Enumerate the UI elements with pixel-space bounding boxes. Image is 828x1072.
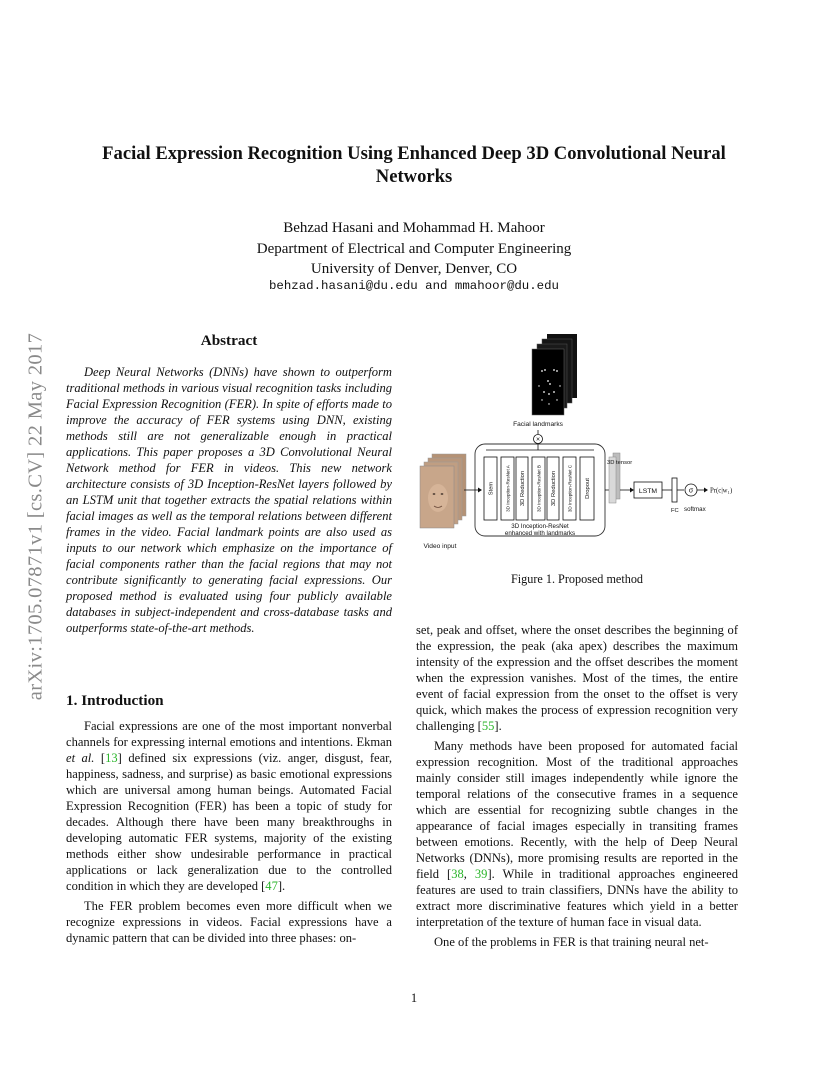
network-block-label: 3D Reduction: [520, 470, 526, 507]
citation-link[interactable]: 38: [451, 867, 464, 881]
tensor-label: 3D tensor: [607, 460, 633, 466]
paper-title: [0, 142, 828, 188]
abstract-text: Deep Neural Networks (DNNs) have shown to outperform traditional methods in various visual recognition tasks including Facial Expression Recognition (FER). In spite of efforts made to improve the accuracy of FER systems using DNN, existing methods still are not generalizable enough in practical applications. This paper proposes a 3D Convolutional Neural Network method for FER in videos. This new network architecture consists of 3D Inception-ResNet layers followed by an LSTM unit that together extracts the spatial relations within facial images as well as the temporal relations between different frames in the video. Facial landmark points are also used as inputs to our network which emphasize on the importance of facial components rather than the facial regions that may not contribute significantly to generating facial expressions. Our proposed method is evaluated using four publicly available databases in subject-independent and cross-database tasks and outperforms state-of-the-art methods.: [66, 365, 392, 635]
figure-proposed-method: [416, 326, 746, 558]
architecture-diagram: [416, 326, 746, 558]
university: University of Denver, Denver, CO: [310, 261, 518, 277]
abstract-body: [66, 364, 392, 636]
network-block-label: Dropout: [585, 478, 591, 499]
network-block-label: 3D Reduction: [551, 470, 557, 507]
intro-right-column: [416, 622, 738, 950]
network-block-label: 3D Inception-ResNet B: [536, 465, 542, 512]
title-line-1: Facial Expression Recognition Using Enhanced Deep 3D Convolutional Neural: [102, 143, 726, 164]
network-block-label: 3D Inception-ResNet C: [567, 464, 573, 513]
department: Department of Electrical and Computer Engineering: [256, 240, 572, 257]
landmark-frames: [532, 334, 577, 415]
video-input-frames: [420, 454, 466, 528]
network-block-label: 3D Inception-ResNet A: [505, 465, 511, 512]
figure-caption: Figure 1. Proposed method: [510, 572, 644, 586]
page-number: 1: [410, 991, 418, 1005]
intro-paragraph-continued: set, peak and offset, where the onset describes the beginning of the expression, the peak (aka apex) describes the maximum intensity of the expression and the offset describes the moment when the expression vanishes. Most of the times, the entire event of facial expression from the onset to the offset is very quick, which makes the process of expression recognition very challenging [55].: [416, 623, 738, 733]
intro-left-column: [66, 718, 392, 946]
landmarks-label: Facial landmarks: [513, 421, 563, 428]
fc-block: [672, 478, 677, 502]
abstract-heading: Abstract: [200, 332, 258, 349]
citation-link[interactable]: 39: [474, 867, 488, 881]
citation-link[interactable]: 55: [481, 719, 495, 733]
emails: behzad.hasani@du.edu and mmahoor@du.edu: [269, 279, 559, 293]
multiply-symbol: ×: [535, 436, 541, 444]
softmax-label: softmax: [684, 506, 706, 513]
network-blocks: [484, 457, 594, 520]
citation-link[interactable]: 13: [105, 751, 118, 765]
output-label: Pr(c|w₁): [710, 487, 733, 495]
lstm-label: LSTM: [638, 488, 658, 495]
section-heading-introduction: 1. Introduction: [66, 692, 164, 709]
intro-paragraph-4: One of the problems in FER is that training neural net-: [434, 935, 709, 949]
arxiv-identifier: arXiv:1705.07871v1 [cs.CV] 22 May 2017: [24, 332, 47, 701]
sigma-symbol: σ: [688, 487, 694, 495]
fc-label: FC: [671, 508, 679, 514]
intro-paragraph-3: Many methods have been proposed for automated facial expression recognition. Most of the traditional approaches mainly consider still images independently while ignore the temporal relations of the consecutive frames in a sequence which are essential for recognizing subtle changes in the appearance of facial images especially in transiting frames between emotions. Recently, with the help of Deep Neural Networks (DNNs), more promising results are reported in the field [38, 39]. While in traditional approaches engineered features are used to train classifiers, DNNs have the ability to extract more discriminative features which yield in a better interpretation of the texture of human face in visual data.: [416, 739, 739, 929]
video-input-label: Video input: [423, 543, 457, 550]
authors: Behzad Hasani and Mohammad H. Mahoor: [283, 220, 545, 236]
citation-link[interactable]: 47: [265, 879, 278, 893]
intro-paragraph-2: The FER problem becomes even more difficult when we recognize expressions in videos. Facial expressions have a dynamic pattern that can be divided into three phases: on-: [66, 899, 392, 945]
title-line-2: Networks: [375, 166, 453, 187]
intro-paragraph-1: Facial expressions are one of the most important nonverbal channels for expressing internal emotions and intentions. Ekman et al. [13] defined six expressions (viz. anger, disgust, fear, happiness, sadness, and surprise) as basic emotional expressions which are universal among human beings. Automated Facial Expression Recognition (FER) has been a topic of study for decades. Although there have been many breakthroughs in developing automatic FER systems, majority of the existing methods either show undesirable performance in practical applications or lack generalization due to the controlled condition in which they are developed [47].: [66, 719, 392, 893]
network-block-label: Stem: [488, 481, 495, 496]
enhanced-label-2: enhanced with landmarks: [504, 530, 576, 537]
author-block: [0, 218, 828, 280]
enhanced-label-1: 3D Inception-ResNet: [511, 523, 569, 530]
